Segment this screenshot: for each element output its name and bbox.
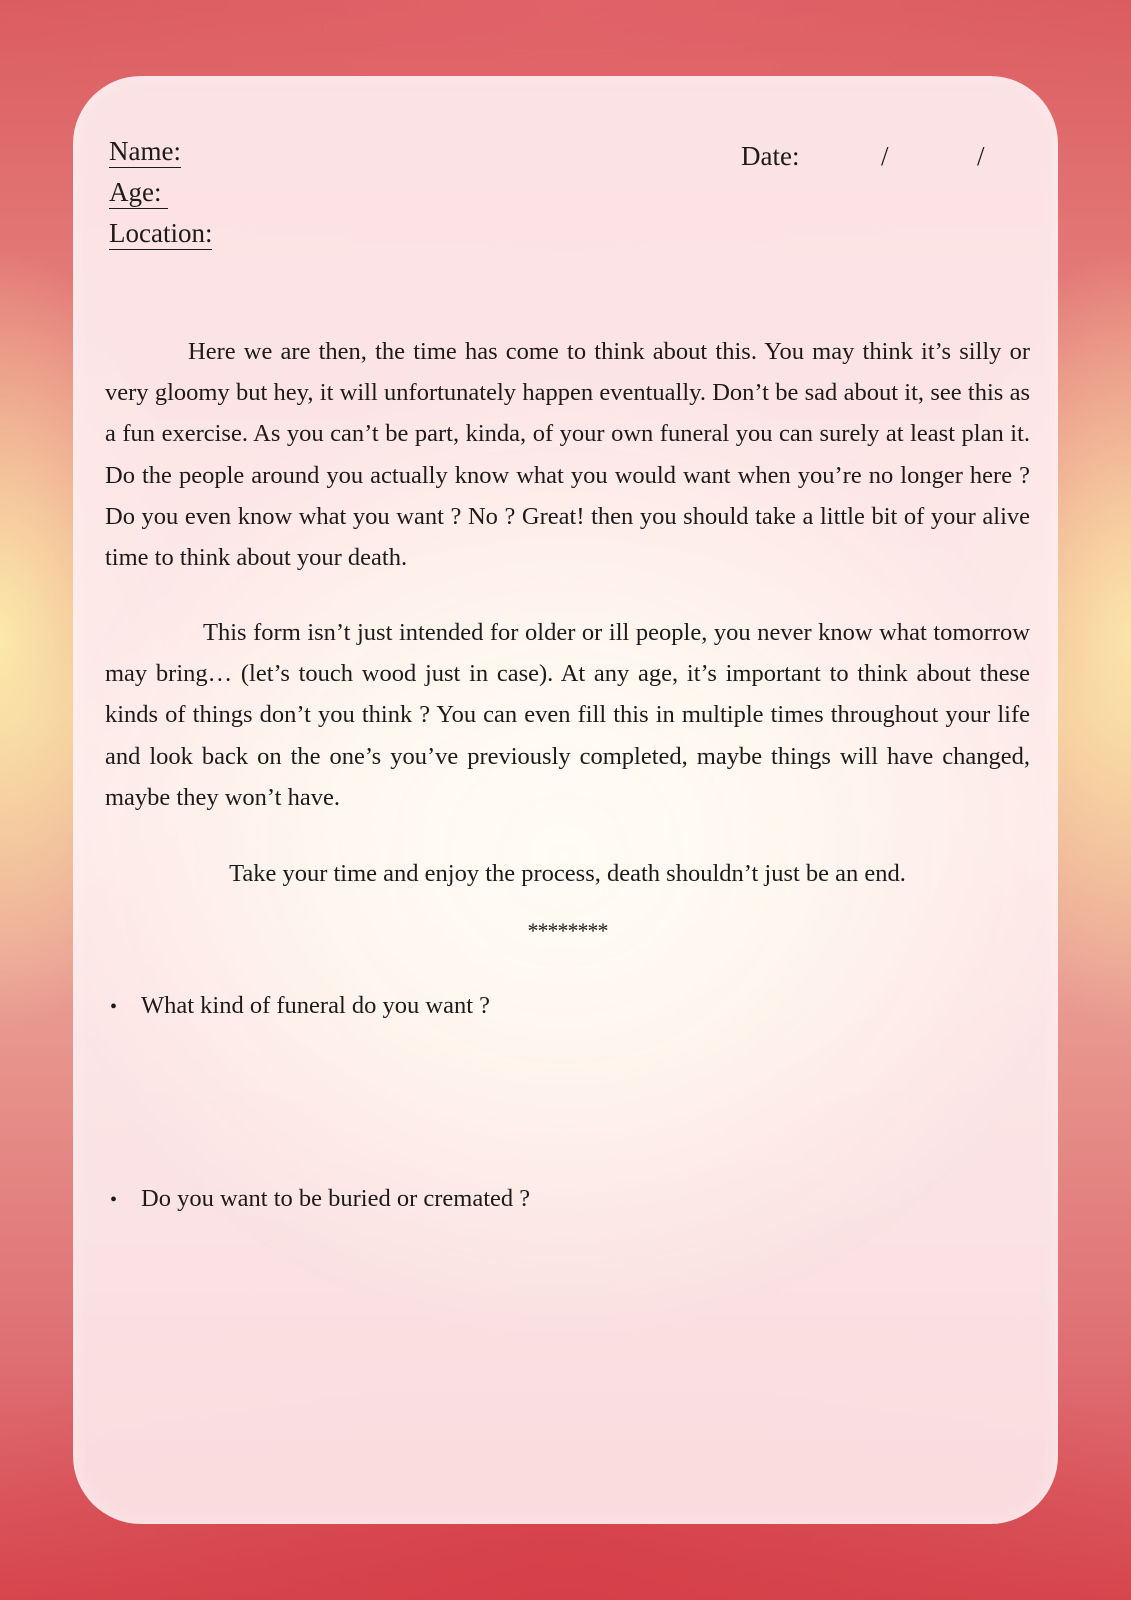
bullet-icon: • bbox=[110, 1189, 118, 1211]
age-field[interactable] bbox=[109, 172, 212, 213]
bullet-icon: • bbox=[110, 996, 118, 1018]
section-separator: ******** bbox=[527, 918, 608, 943]
intro-paragraph-1: Here we are then, the time has come to think about this. You may think it’s silly or very gloomy but hey, it will unfortunately happen eventually. Don’t be sad about it, see this as a fun exercise. As you can’t be part, kinda, of your own funeral you can surely at least plan it. Do the people around you actually know what you would want when you’re no longer here ? Do you even know what you want ? No ? Great! then you should take a little bit of your alive time to think about your death. bbox=[105, 338, 1030, 572]
date-field[interactable] bbox=[741, 136, 1021, 177]
closing-line: Take your time and enjoy the process, death shouldn’t just be an end. bbox=[229, 860, 906, 887]
date-separator-2: / bbox=[977, 141, 985, 171]
question-item bbox=[110, 985, 490, 1028]
question-text: Do you want to be buried or cremated ? bbox=[141, 1185, 531, 1212]
age-label: Age: bbox=[109, 177, 169, 207]
personal-info-block bbox=[109, 131, 212, 254]
name-field[interactable] bbox=[109, 131, 212, 172]
location-field[interactable] bbox=[109, 213, 212, 254]
date-label: Date: bbox=[741, 141, 800, 171]
location-label: Location: bbox=[109, 218, 213, 248]
intro-paragraph-2: This form isn’t just intended for older or ill people, you never know what tomorrow may bring… (let’s touch wood just in case). At any age, it’s important to think about these kinds of things don’t you think ? You can even fill this in multiple times throughout your life and look back on the one’s you’ve previously completed, maybe things will have changed, maybe they won’t have. bbox=[105, 619, 1030, 811]
question-item bbox=[110, 1178, 530, 1221]
name-label: Name: bbox=[109, 136, 181, 166]
question-text: What kind of funeral do you want ? bbox=[141, 992, 491, 1019]
date-separator-1: / bbox=[881, 141, 889, 171]
